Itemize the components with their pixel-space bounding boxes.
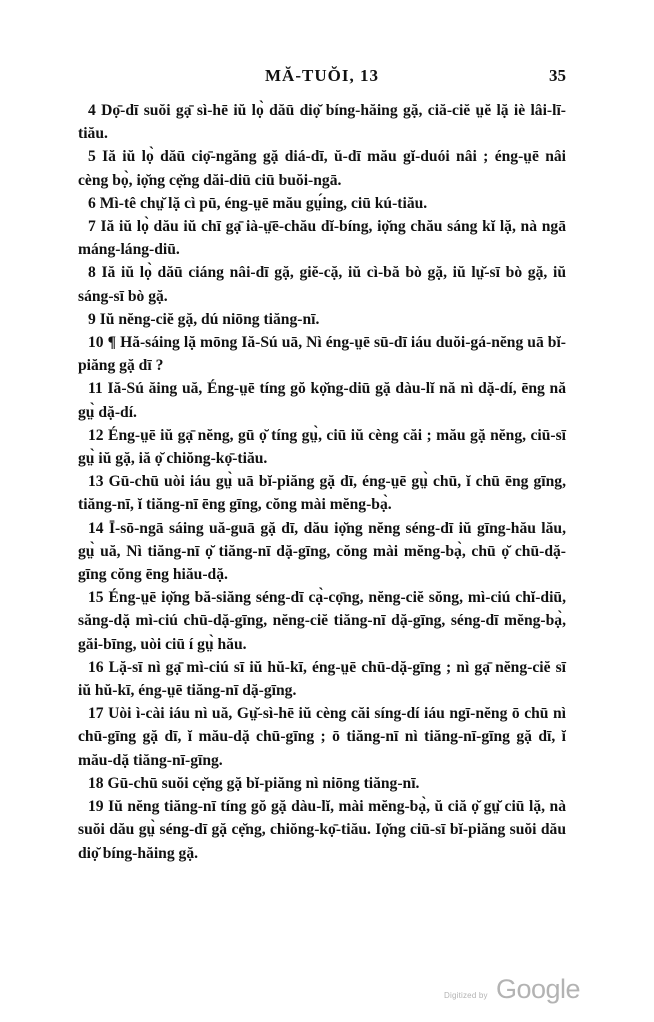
- verse-14: 14 Ī-sō-ngā sáing uă-guā gặ dī, dău iọ̆ng nĕng séng-dī iŭ gīng-hău lău, gṳ̀ uă, Nì tiăng-nī ọ̆ tiăng-nī dặ-gīng, cŏng mài mĕng-bạ̀, chū ọ̆ chū-dặ-gīng cŏng ēng hiău-dặ.: [78, 519, 566, 584]
- verse-16: 16 Lặ-sī nì gạ̄ mì-ciú sī iŭ hŭ-kī, éng-ṳē chū-dặ-gīng ; nì gạ̄ nĕng-ciĕ sī iŭ hŭ-kī, éng-ṳē tiăng-nī dặ-gīng.: [78, 658, 566, 700]
- verse-19: 19 Iŭ nĕng tiăng-nī tíng gŏ gặ dàu-lĭ, mài mĕng-bạ̀, ŭ ciă ọ̆ gṳ̆ ciū lặ, nà suŏi dău gṳ̀ séng-dī gặ cẹ̆ng, chiŏng-kọ̄-tiău. Iọ̆ng ciū-sī bĭ-piăng suŏi dău diọ̆ bíng-hăing gặ.: [78, 798, 566, 862]
- digitized-watermark: [444, 974, 584, 1014]
- verse-17: 17 Uòi ì-cài iáu nì uă, Gṳ̆-sì-hē iŭ cèng căi síng-dí iáu ngī-nĕng ō chū nì chū-gīng gặ dī, ĭ mău-dặ chū-gīng ; ō tiăng-nī nì tiăng-nī-gīng gặ dī, ĭ mău-dặ tiăng-nī-gīng.: [78, 705, 566, 769]
- verse-18: 18 Gū-chū suŏi cẹ̆ng gặ bĭ-piăng nì niōng tiăng-nī.: [88, 774, 420, 792]
- digitized-by-label: Digitized by: [444, 991, 488, 1000]
- verse-10: 10 ¶ Hă-sáing lặ mōng Iă-Sú uā, Nì éng-ṳē sū-dī iáu duŏi-gá-nĕng uā bĭ-piăng gặ dī ?: [78, 334, 566, 375]
- verse-4: 4 Dọ̄-dī suŏi gạ̄ sì-hē iŭ lọ̀ dăū diọ̆ bíng-hăing gặ, ciă-ciĕ ṳĕ lặ iè lâi-lī-tiău.: [78, 102, 566, 143]
- verse-11: 11 Iă-Sú ăing uă, Éng-ṳē tíng gŏ kọ̆ng-diū gặ dàu-lĭ nă nì dặ-dí, ēng nă gṳ̀ dặ-dí.: [78, 380, 566, 421]
- verse-12: 12 Éng-ṳē iŭ gạ̄ nĕng, gū ọ̆ tíng gṳ̀, ciū iŭ cèng căi ; mău gặ nĕng, ciū-sī gṳ̀ iŭ gặ, iă ọ̆ chiŏng-kọ̄-tiău.: [78, 426, 566, 468]
- verse-body: [78, 99, 566, 865]
- verse-8: 8 Iă iŭ lọ̀ dăū ciáng nâi-dī gặ, giĕ-cặ, iŭ cì-bă bò gặ, iŭ lṳ̆-sī bò gặ, iŭ sáng-sī bò gặ.: [78, 264, 566, 305]
- page-header: [78, 66, 566, 90]
- verse-7: 7 Iă iŭ lọ̀ dău iŭ chī gạ̄ ià-ṳ̄ē-chău dĭ-bíng, iọ̆ng chău sáng kĭ lặ, nà ngā máng-láng-diū.: [78, 218, 566, 259]
- google-logo: Google: [496, 974, 581, 1004]
- page-number: 35: [549, 66, 566, 85]
- verse-6: 6 Mì-tê chṳ̆ lặ cì pū, éng-ṳē mău gṳ́ing, ciū kú-tiău.: [88, 194, 428, 212]
- verse-15: 15 Éng-ṳē iọ̆ng bă-siăng séng-dī cạ̀-cọ̄ng, nĕng-ciĕ sŏng, mì-ciú chĭ-diū, săng-dặ mì-ciú chū-dặ-gīng, nĕng-ciĕ tiăng-nī dặ-gīng, séng-dī mĕng-bạ̀, găi-bīng, uòi ciū í gṳ̀ hău.: [78, 589, 566, 653]
- verse-5: 5 Iă iŭ lọ̀ dăū ciọ̄-ngăng gặ diá-dī, ŭ-dī mău gĭ-duói nâi ; éng-ṳē nâi cèng bọ̀, iọ̆ng cẹ̆ng dăi-diū ciū buŏi-ngā.: [78, 148, 566, 189]
- running-title: MĂ-TUŎI, 13: [265, 66, 379, 85]
- verse-13: 13 Gū-chū uòi iáu gṳ̀ uā bĭ-piăng gặ dī, éng-ṳē gṳ̀ chū, ĭ chū ēng gīng, tiăng-nī, ĭ tiăng-nī ēng gīng, cŏng mài mĕng-bạ̀.: [78, 473, 566, 514]
- verse-9: 9 Iŭ nĕng-ciĕ gặ, dú niōng tiăng-nī.: [88, 310, 320, 328]
